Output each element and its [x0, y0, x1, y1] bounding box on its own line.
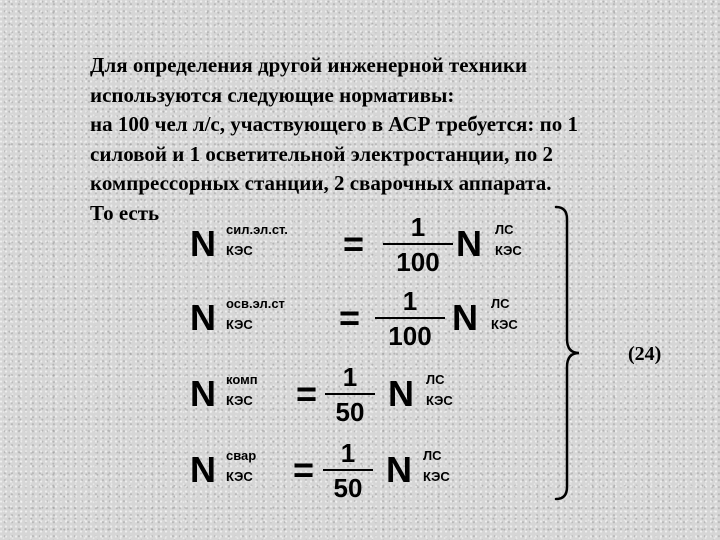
formula-compressor-station: [190, 364, 490, 428]
fraction-bar: [383, 243, 453, 245]
formula-numerator: 1: [342, 362, 358, 392]
intro-line: компрессорных станции, 2 сварочных аппарата.: [90, 171, 552, 195]
formula-rhs-superscript: ЛС: [495, 222, 514, 237]
fraction-bar: [325, 393, 375, 395]
formula-equals: =: [296, 373, 318, 414]
formula-rhs-superscript: ЛС: [426, 372, 445, 387]
formula-power-station: [190, 214, 560, 278]
formula-lhs-superscript: осв.эл.ст: [226, 296, 285, 311]
formula-welding-unit: [190, 440, 490, 504]
formula-equals: =: [343, 223, 365, 264]
formula-rhs-subscript: КЭС: [426, 393, 453, 408]
intro-line: на 100 чел л/с, участвующего в АСР требуется: по 1: [90, 112, 578, 136]
formula-rhs-symbol: N: [388, 373, 414, 414]
formula-denominator: 50: [335, 397, 365, 427]
fraction-bar: [375, 317, 445, 319]
formula-equals: =: [339, 297, 361, 338]
formula-lhs-symbol: N: [190, 449, 216, 490]
formula-rhs-symbol: N: [456, 223, 482, 264]
fraction-bar: [323, 469, 373, 471]
formula-rhs-symbol: N: [386, 449, 412, 490]
formula-rhs-superscript: ЛС: [491, 296, 510, 311]
formula-denominator: 100: [388, 321, 432, 351]
formula-lhs-subscript: КЭС: [226, 243, 253, 258]
formula-numerator: 1: [402, 286, 418, 316]
intro-line: используются следующие нормативы:: [90, 82, 455, 107]
intro-paragraph: [90, 51, 690, 228]
right-curly-brace: [553, 205, 583, 501]
formula-lhs-subscript: КЭС: [226, 317, 253, 332]
formula-lhs-symbol: N: [190, 223, 216, 264]
formula-lighting-station: [190, 288, 560, 352]
formula-lhs-superscript: сил.эл.ст.: [226, 222, 288, 237]
formula-rhs-symbol: N: [452, 297, 478, 338]
formula-lhs-symbol: N: [190, 373, 216, 414]
intro-line: То есть: [90, 200, 160, 225]
formula-lhs-symbol: N: [190, 297, 216, 338]
formula-lhs-subscript: КЭС: [226, 393, 253, 408]
formula-lhs-superscript: свар: [226, 448, 257, 463]
formula-lhs-subscript: КЭС: [226, 469, 253, 484]
formula-lhs-superscript: комп: [226, 372, 258, 387]
formula-numerator: 1: [410, 212, 426, 242]
intro-line: Для определения другой инженерной техники: [90, 53, 528, 77]
equation-number: (24): [628, 343, 662, 365]
formula-rhs-superscript: ЛС: [423, 448, 442, 463]
formula-rhs-subscript: КЭС: [423, 469, 450, 484]
intro-line: силовой и 1 осветительной электростанции, по 2: [90, 141, 553, 166]
formula-numerator: 1: [340, 438, 356, 468]
formula-equals: =: [293, 449, 315, 490]
formula-denominator: 50: [333, 473, 363, 503]
formula-denominator: 100: [396, 247, 440, 277]
formula-rhs-subscript: КЭС: [491, 317, 518, 332]
formula-rhs-subscript: КЭС: [495, 243, 522, 258]
